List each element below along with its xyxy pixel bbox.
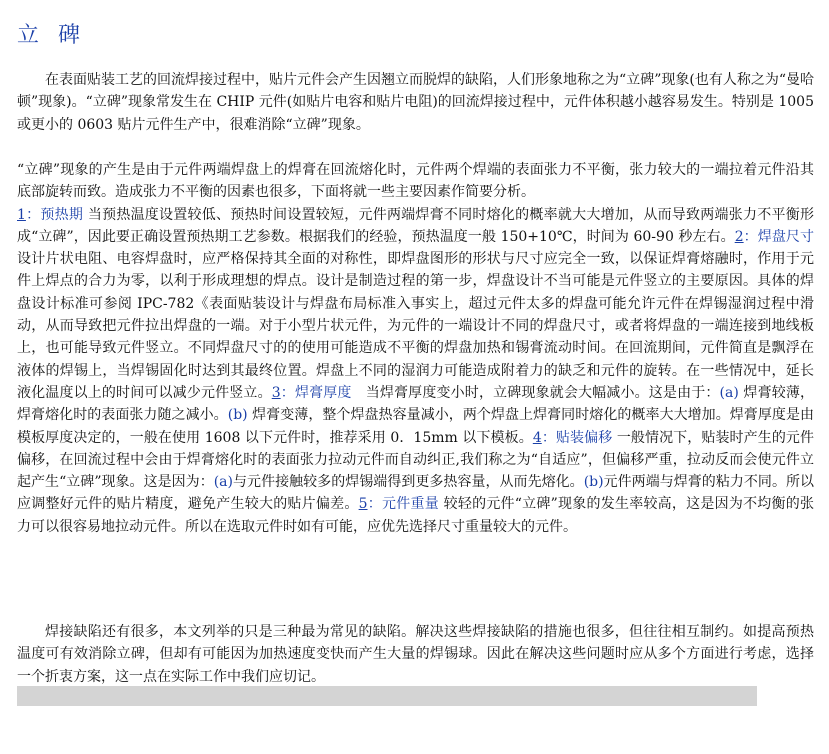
heading-component-weight-number: 5 (358, 496, 368, 513)
heading-paste-thickness-label: ：焊膏厚度 (280, 384, 352, 401)
preheat-text: 当预热温度设置较低、预热时间设置较短，元件两端焊膏不同时熔化的概率就大大增加，从而导致两端张力不平衡形成“立碑”，因此要正确设置预热期工艺参数。根据我们的经验，预热温度一般 150+10℃，时间为 60-90 秒左右。 (17, 206, 814, 245)
paste-thickness-marker-b: (b) (227, 407, 248, 424)
heading-pad-size (735, 229, 814, 245)
heading-pad-size-label: ：焊盘尺寸 (743, 228, 814, 245)
placement-offset-text-a: 一般情况下，贴装时产生的元件偏移，在回流过程中会由于焊膏熔化时的表面张力拉动元件而自动纠正,我们称之为“自适应”，但偏移严重，拉动反而会使元件立起产生“立碑”现象。这是因为： (17, 429, 815, 491)
heading-placement-offset-number: 4 (532, 429, 542, 446)
causes-intro: “立碑”现象的产生是由于元件两端焊盘上的焊膏在回流熔化时，元件两个焊端的表面张力不平衡，张力较大的一端拉着元件沿其底部旋转而致。造成张力不平衡的因素也很多，下面将就一些主要因素作简要分析。 (17, 162, 814, 201)
heading-placement-offset (533, 430, 612, 446)
heading-component-weight-label: ：元件重量 (367, 496, 439, 513)
heading-preheat (17, 207, 83, 223)
pad-size-text: 设计片状电阻、电容焊盘时，应严格保持其全面的对称性，即焊盘图形的形状与尺寸应完全一致，以保证焊膏熔融时，作用于元件上焊点的合力为零，以利于形成理想的焊点。设计是制造过程的第一步，焊盘设计不当可能是元件竖立的主要原因。具体的焊盘设计标准可参阅 IPC-782《表面贴装设计与焊盘布局标准入事实上，超过元件太多的焊盘可能允许元件在焊锡湿润过程中滑动，从而导致把元件拉出焊盘的一端。对于小型片状元件，为元件的一端设计不同的焊盘尺寸，或者将焊盘的一端连接到地线板上，也可能导致元件竖立。不同焊盘尺寸的的使用可能造成不平衡的焊盘加热和锡膏流动时间。在回流期间，元件简直是飘浮在液体的焊锡上，当焊锡固化时达到其最终位置。焊盘上不同的湿润力可能造成附着力的缺乏和元件的旋转。在一些情况中，延长液化温度以上的时间可以减少元件竖立。 (17, 251, 814, 401)
component-weight-text: 较轻的元件“立碑”现象的发生率较高，这是因为不均衡的张力可以很容易地拉动元件。所以在选取元件时如有可能，应优先选择尺寸重量较大的元件。 (17, 496, 815, 535)
paste-thickness-text-a: 当焊膏厚度变小时，立碑现象就会大幅减小。这是由于： (351, 384, 720, 401)
placement-offset-marker-a: (a) (213, 474, 233, 491)
bottom-gray-bar (17, 686, 757, 706)
placement-offset-text-c: 元件两端与焊膏的粘力不同。所以应调整好元件的贴片精度，避免产生较大的贴片偏差。 (17, 474, 814, 513)
placement-offset-text-b: 与元件接触较多的焊锡端得到更多热容量，从而先熔化。 (233, 474, 584, 491)
heading-paste-thickness-number: 3 (271, 384, 281, 401)
heading-preheat-number: 1 (17, 206, 26, 223)
paste-thickness-marker-a: (a) (719, 384, 739, 401)
heading-pad-size-number: 2 (734, 228, 744, 245)
causes-paragraph (17, 159, 814, 538)
heading-preheat-label: ：预热期 (25, 206, 84, 223)
placement-offset-marker-b: (b) (583, 474, 604, 491)
heading-placement-offset-label: ：贴装偏移 (541, 429, 613, 446)
heading-paste-thickness (272, 385, 352, 401)
page-title: 立 碑 (17, 23, 86, 48)
intro-paragraph: 在表面贴装工艺的回流焊接过程中，贴片元件会产生因翘立而脱焊的缺陷，人们形象地称之为“立碑”现象(也有人称之为“曼哈顿”现象)。“立碑”现象常发生在 CHIP 元件(如贴片电容和贴片电阻)的回流焊接过程中，元件体积越小越容易发生。特别是 1005 或更小的 0603 贴片元件生产中，很难消除“立碑”现象。 (17, 72, 814, 133)
heading-component-weight (359, 496, 439, 512)
conclusion-paragraph: 焊接缺陷还有很多，本文列举的只是三种最为常见的缺陷。解决这些焊接缺陷的措施也很多，但往往相互制约。如提高预热温度可有效消除立碑，但却有可能因为加热速度变快而产生大量的焊锡球。因此在解决这些问题时应从多个方面进行考虑，选择一个折衷方案，这一点在实际工作中我们应切记。 (17, 624, 814, 685)
paste-thickness-text-b: 焊膏较薄，焊膏熔化时的表面张力随之减小。 (17, 384, 815, 424)
paste-thickness-text-c: 焊膏变薄，整个焊盘热容量减小，两个焊盘上焊膏同时熔化的概率大大增加。焊膏厚度是由模板厚度决定的，一般在使用 1608 以下元件时，推荐采用 0．15mm 以下模板。 (17, 407, 815, 446)
